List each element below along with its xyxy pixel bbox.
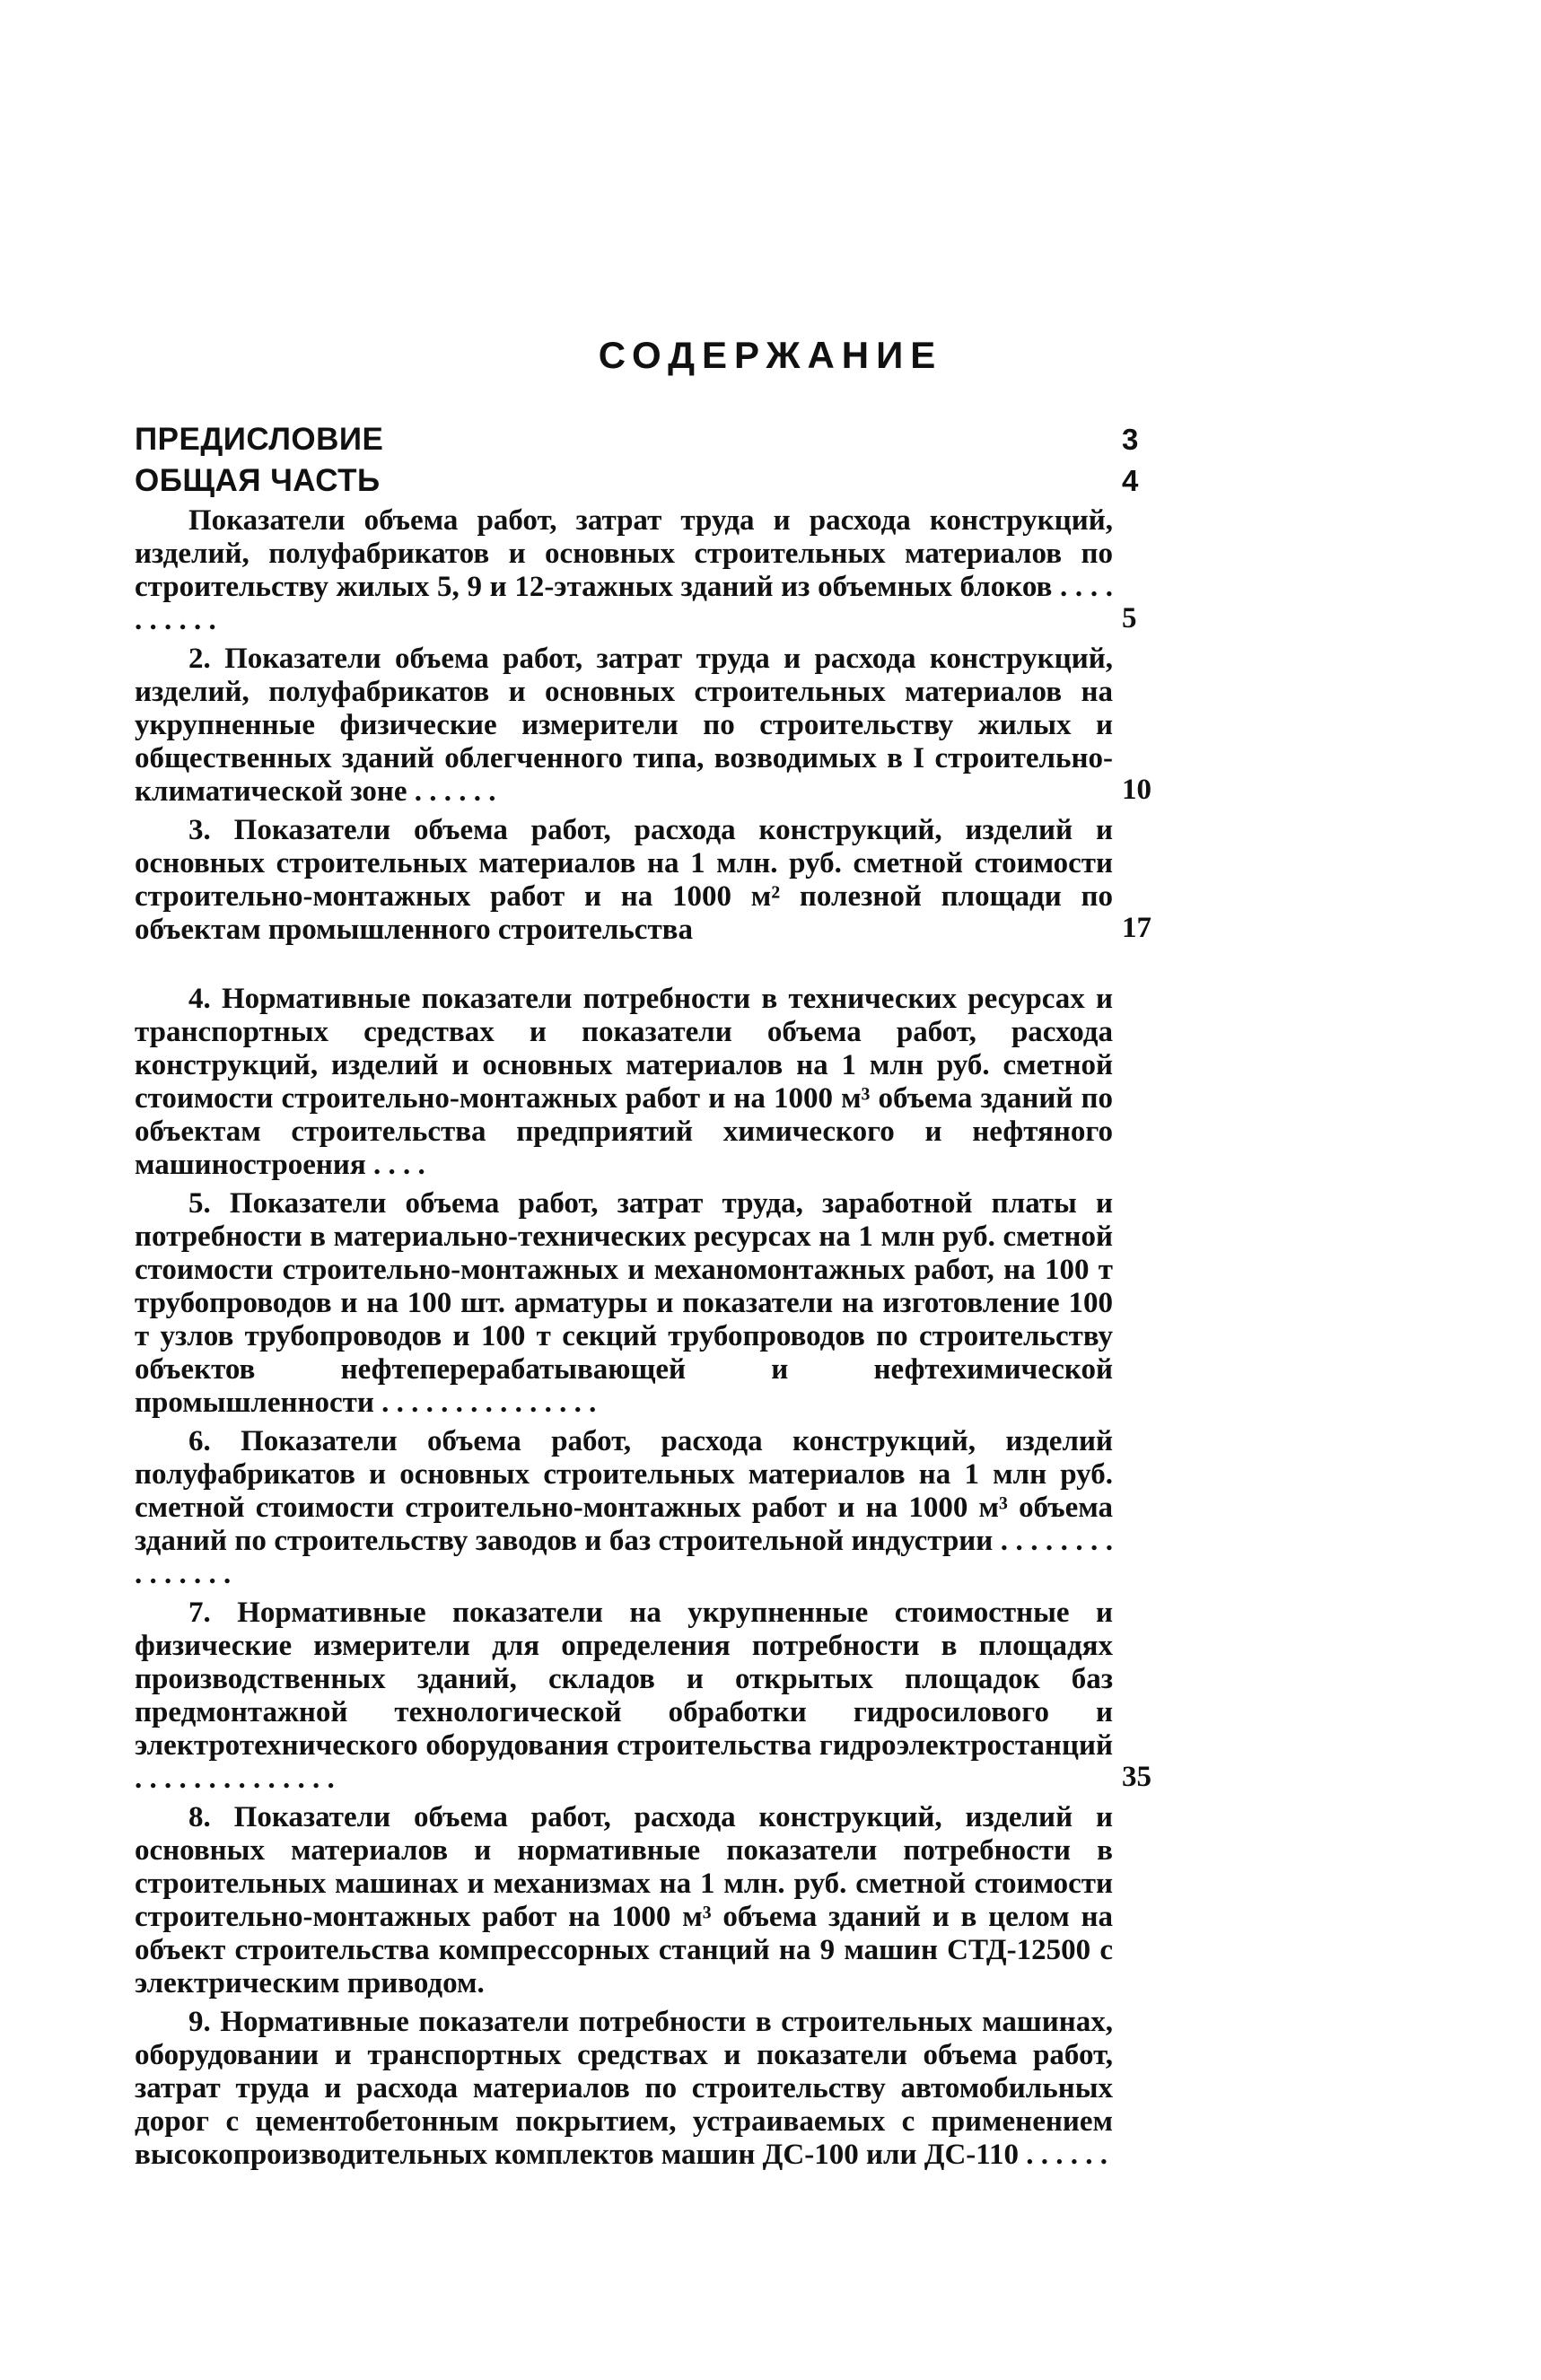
toc-page-number: 17 bbox=[1122, 912, 1151, 944]
toc-item-text: 3. Показатели объема работ, расхода конструкций, изделий и основных строительных материалов на 1 млн. руб. сметной стоимости строительно-монтажных работ и на 1000 м² полезной площади по объектам промышленного строительства bbox=[135, 814, 1113, 946]
toc-heading-text: ОБЩАЯ ЧАСТЬ bbox=[135, 463, 381, 498]
toc-page-number: 4 bbox=[1122, 464, 1139, 497]
toc-item-5[interactable] bbox=[135, 1187, 1158, 1420]
toc-page-number: 5 bbox=[1122, 602, 1137, 634]
toc-item-text: 4. Нормативные показатели потребности в технических ресурсах и транспортных средствах и показатели объема работ, расхода конструкций, изделий и основных материалов на 1 млн руб. сметной стоимости строительно-монтажных работ и на 1000 м³ объема зданий по объектам строительства предприятий химического и нефтяного машиностроения . . . . bbox=[135, 983, 1113, 1181]
toc-page-number: 10 bbox=[1122, 774, 1151, 806]
toc-item-9[interactable] bbox=[135, 2006, 1158, 2172]
toc-item-text: 2. Показатели объема работ, затрат труда и расхода конструкций, изделий, полуфабрикатов и основных строительных материалов на укрупненные физические измерители по строительству жилых и общественных зданий облегченного типа, возводимых в I строительно-климатической зоне . . . . . . bbox=[135, 643, 1113, 808]
table-of-contents bbox=[135, 422, 1158, 2177]
toc-item-text: 7. Нормативные показатели на укрупненные стоимостные и физические измерители для определения потребности в площадях производственных зданий, складов и открытых площадок баз предмонтажной технологической обработки гидросилового и электротехнического оборудования строительства гидроэлектростанций . . . . . . . . . . . . . . bbox=[135, 1597, 1113, 1795]
toc-item-3[interactable] bbox=[135, 814, 1158, 947]
toc-heading-preface[interactable] bbox=[135, 422, 1158, 458]
page-title: СОДЕРЖАНИЕ bbox=[598, 334, 943, 376]
toc-item-4[interactable] bbox=[135, 983, 1158, 1182]
toc-item-text: 8. Показатели объема работ, расхода конструкций, изделий и основных материалов и нормативные показатели потребности в строительных машинах и механизмах на 1 млн. руб. сметной стоимости строительно-монтажных работ на 1000 м³ объема зданий и в целом на объект строительства компрессорных станций на 9 машин СТД-12500 с электрическим приводом. bbox=[135, 1801, 1113, 1999]
toc-item-text: 5. Показатели объема работ, затрат труда, заработной платы и потребности в материально-технических ресурсах на 1 млн руб. сметной стоимости строительно-монтажных и механомонтажных работ, на 100 т трубопроводов и на 100 шт. арматуры и показатели на изготовление 100 т узлов трубопроводов и 100 т секций трубопроводов по строительству объектов нефтеперерабатывающей и нефтехимической промышленности . . . . . . . . . . . . . . . bbox=[135, 1187, 1113, 1419]
toc-heading-general-part[interactable] bbox=[135, 463, 1158, 499]
toc-item-6[interactable] bbox=[135, 1425, 1158, 1591]
toc-item-7[interactable] bbox=[135, 1597, 1158, 1796]
toc-page-number: 35 bbox=[1122, 1761, 1151, 1793]
toc-item-text: 6. Показатели объема работ, расхода конструкций, изделий полуфабрикатов и основных строительных материалов на 1 млн руб. сметной стоимости строительно-монтажных работ и на 1000 м³ объема зданий по строительству заводов и баз строительной индустрии . . . . . . . . . . . . . . . bbox=[135, 1425, 1113, 1590]
toc-item-text: Показатели объема работ, затрат труда и расхода конструкций, изделий, полуфабрикатов и основных строительных материалов по строительству жилых 5, 9 и 12-этажных зданий из объемных блоков . . . . . . . . . . bbox=[135, 504, 1113, 636]
toc-item-text: 9. Нормативные показатели потребности в строительных машинах, оборудовании и транспортных средствах и показатели объема работ, затрат труда и расхода материалов по строительству автомобильных дорог с цементобетонным покрытием, устраиваемых с применением высокопроизводительных комплектов машин ДС-100 или ДС-110 . . . . . . bbox=[135, 2006, 1113, 2171]
toc-heading-text: ПРЕДИСЛОВИЕ bbox=[135, 422, 384, 457]
toc-page-number: 3 bbox=[1122, 423, 1139, 456]
toc-item-8[interactable] bbox=[135, 1801, 1158, 2000]
toc-item-1[interactable] bbox=[135, 504, 1158, 637]
toc-item-2[interactable] bbox=[135, 643, 1158, 809]
